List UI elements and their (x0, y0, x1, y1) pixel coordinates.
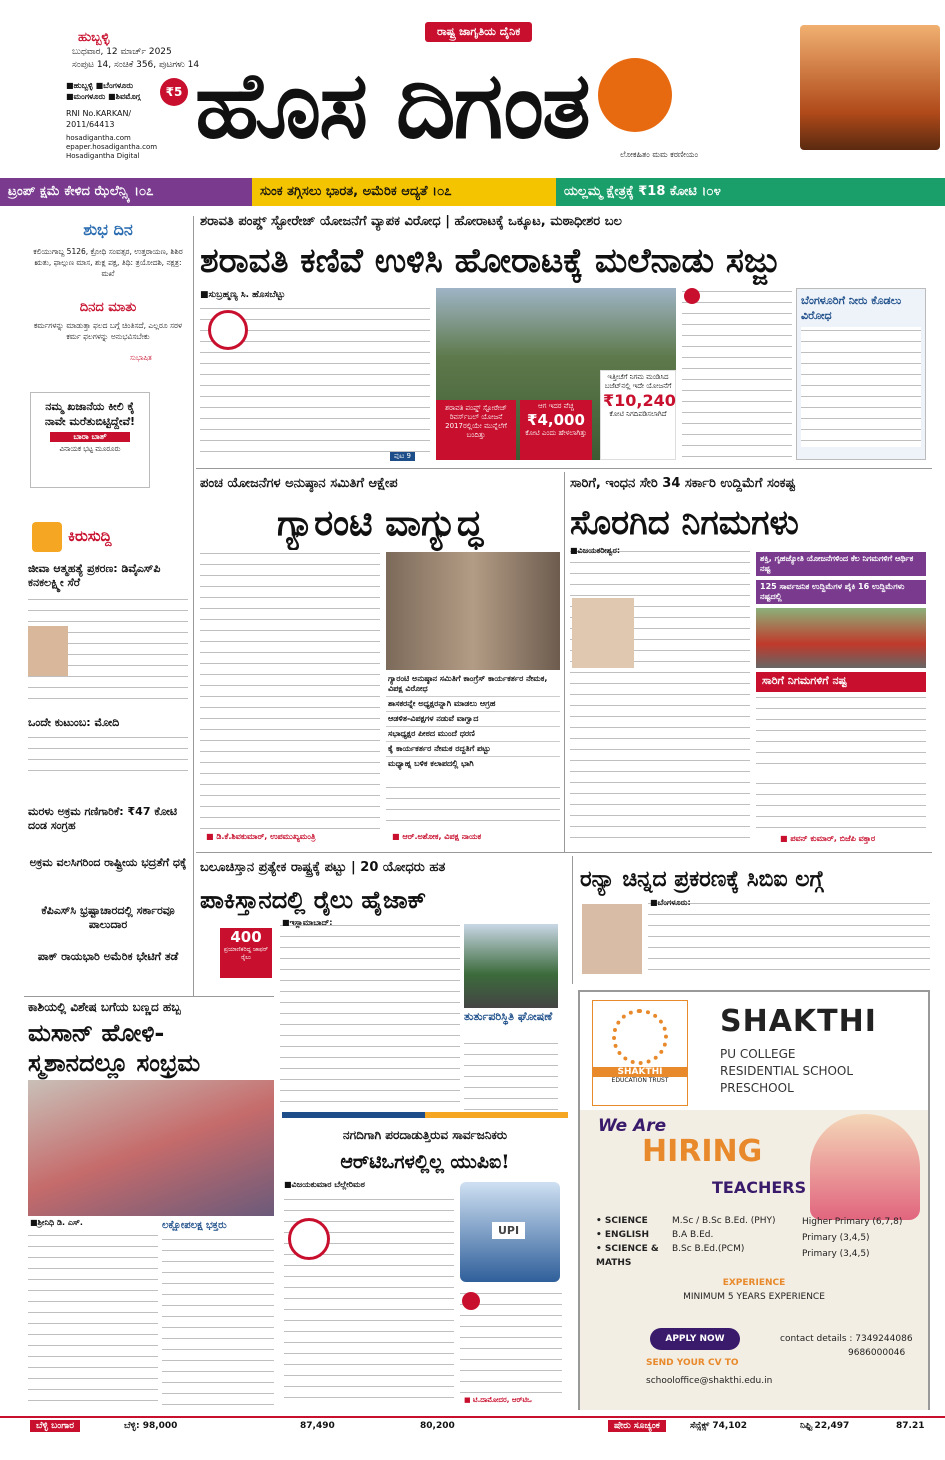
dina-vishesha-icon (208, 310, 248, 350)
sun-logo-icon (612, 1009, 668, 1065)
bullion-label: ಬೆಳ್ಳಿ ಬಂಗಾರ (30, 1420, 80, 1432)
stat-box: ಇತ್ತೀಚೆಗೆ ನಿಗಮ ಮಂಡಿಸಿದ ಬಜೆಟ್‌ನಲ್ಲಿ ಇದೇ ಯೋಜನೆಗೆ ₹10,240 ಕೋಟಿ ನಿಗದಿಪಡಿಸಲಾಗಿದೆ (600, 370, 676, 460)
point-item: ಗ್ಯಾರಂಟಿ ಅನುಷ್ಠಾನ ಸಮಿತಿಗೆ ಕಾಂಗ್ರೆಸ್ ಕಾರ್ಯಕರ್ತರ ನೇಮಕ, ವಿಪಕ್ಷ ವಿರೋಧ (386, 672, 560, 697)
shakthi-ad[interactable] (578, 990, 930, 1410)
editions-list: ■ಹುಬ್ಬಳ್ಳಿ ■ಬೆಂಗಳೂರು ■ಮಂಗಳೂರು ■ಶಿವಮೊಗ್ಗ (66, 81, 141, 101)
rule (564, 472, 565, 852)
upi-headline[interactable]: ಆರ್‌ಟಿಒಗಳಲ್ಲಿಲ್ಲ ಯುಪಿಐ! (340, 1151, 510, 1173)
lead-headline[interactable]: ಶರಾವತಿ ಕಣಿವೆ ಉಳಿಸಿ ಹೋರಾಟಕ್ಕೆ ಮಲೆನಾಡು ಸಜ್ಜು (200, 241, 780, 281)
train-photo (464, 924, 558, 1008)
holi-kicker: ಕಾಶಿಯಲ್ಲಿ ವಿಶೇಷ ಬಗೆಯ ಬಣ್ಣದ ಹಬ್ಬ (28, 1000, 181, 1014)
teaser-item[interactable]: ಸುಂಕ ತಗ್ಗಿಸಲು ಭಾರತ, ಅಮೆರಿಕ ಆದ್ಯತೆ ।೦೭ (252, 178, 556, 206)
stock-label: ಷೇರು ಸೂಚ್ಯಂಕ (608, 1420, 666, 1432)
guarantee-points (386, 672, 560, 771)
teachers-text: TEACHERS (712, 1178, 807, 1197)
edition-city: ಹುಬ್ಬಳ್ಳಿ (78, 30, 110, 45)
holi-side-body (162, 1236, 274, 1408)
quote-source: ಸುಭಾಷಿತ (130, 354, 152, 362)
date: ಬುಧವಾರ, 12 ಮಾರ್ಚ್ 2025 (72, 47, 172, 57)
upi-logo: UPI (492, 1222, 525, 1239)
brief-headline[interactable]: ಒಂದೇ ಕುಟುಂಬ: ಮೋದಿ (28, 716, 120, 729)
cartoon-text: ನಮ್ಮ ಖಜಾನೆಯ ಕೀಲಿ ಕೈ ನಾವೇ ಮರೆತುಬಿಟ್ಟಿದ್ದೇವೆ! (44, 400, 136, 428)
corps-headline[interactable]: ಸೊರಗಿದ ನಿಗಮಗಳು (570, 503, 799, 543)
email-text[interactable]: schooloffice@shakthi.edu.in (646, 1376, 773, 1386)
ranya-photo (582, 904, 642, 974)
apply-now-button[interactable]: APPLY NOW (650, 1328, 740, 1350)
subject-item: • ENGLISH (596, 1230, 650, 1240)
brand-title: SHAKTHI (720, 1004, 877, 1039)
experience-text: MINIMUM 5 YEARS EXPERIENCE (683, 1292, 825, 1302)
corps-fact: ಶಕ್ತಿ, ಗೃಹಜ್ಯೋತಿ ಯೋಜನೆಗಳಿಂದ ಕೆಲ ನಿಗಮಗಳಿಗೆ ಆರ್ಥಿಕ ನಷ್ಟ (756, 552, 926, 576)
guarantee-body (200, 550, 380, 765)
guarantee-headline[interactable]: ಗ್ಯಾರಂಟಿ ವಾಗ್ಯುದ್ಧ (276, 502, 484, 544)
brief-photo (28, 626, 68, 676)
quote-author: ■ ಆರ್.ಅಶೋಕ, ವಿಪಕ್ಷ ನಾಯಕ (392, 832, 482, 841)
sensex: ಸೆನ್ಸೆಕ್ಸ್ 74,102 (690, 1421, 748, 1431)
shakthi-logo (592, 1000, 688, 1106)
holi-byline: ■ಶ್ರೀನಿಧಿ ಡಿ. ಎಸ್. (30, 1218, 83, 1227)
subject-item: • SCIENCE (596, 1216, 648, 1226)
institution-list: PU COLLEGE RESIDENTIAL SCHOOL PRESCHOOL (720, 1047, 854, 1095)
brand-small: SHAKTHI (593, 1067, 687, 1077)
cartoon-label: ಬಾರಾ ಬಾತ್ (50, 432, 130, 442)
epaper-link[interactable]: epaper.hosadigantha.com (66, 143, 158, 151)
passenger-badge: 400 ಪ್ರಯಾಣಿಕರಿದ್ದ ಜಾಫರ್ ರೈಲು (220, 928, 272, 978)
quote-body (200, 770, 380, 830)
upi-kicker: ನಗದಿಗಾಗಿ ಪರದಾಡುತ್ತಿರುವ ಸಾರ್ವಜನಿಕರು (342, 1128, 508, 1142)
quote-author: ■ ಪವನ್ ಕುಮಾರ್, ಬಿಜೆಪಿ ವಕ್ತಾರ (780, 834, 876, 843)
lead-side-box (796, 288, 926, 460)
subjects (596, 1214, 660, 1270)
daily-quote: ಕರ್ಮಗಳನ್ನು ಮಾಡುತ್ತಾ ಫಲದ ಬಗ್ಗೆ ಚಿಂತಿಸದೆ, ಎಲ್ಲರೂ ಸರಳ ಕರ್ಮ ಫಲಗಳನ್ನು ಅನುಭವಿಸಬೇಕು (33, 321, 183, 341)
digital-link[interactable]: Hosadigantha Digital (66, 152, 140, 160)
hiring-text: HIRING (642, 1134, 763, 1169)
point-item: ಸಭಾಧ್ಯಕ್ಷರ ಪೀಠದ ಮುಂದೆ ಧರಣಿ (386, 727, 560, 742)
brief-headline[interactable]: ಪಾಕ್ ರಾಯಭಾರಿ ಅಮೆರಿಕ ಭೇಟಿಗೆ ತಡೆ (37, 950, 179, 963)
phone-photo (460, 1182, 560, 1282)
point-item: ಶಾಸಕರನ್ನೇ ಅಧ್ಯಕ್ಷರನ್ನಾಗಿ ಮಾಡಲು ಆಗ್ರಹ (386, 697, 560, 712)
levels: Higher Primary (6,7,8) Primary (3,4,5) Primary (3,4,5) (802, 1217, 903, 1259)
brief-headline[interactable]: ಜೀವಾ ಆತ್ಮಹತ್ಯೆ ಪ್ರಕರಣ: ಡಿವೈಎಸ್‌ಪಿ ಕನಕಲಕ್ಷ್ಮೀ ಸೆರೆ (28, 562, 161, 589)
usd-rate: 87.21 (896, 1421, 925, 1431)
pak-byline: ■ಇಸ್ಲಾಮಾಬಾದ್: (282, 918, 333, 927)
send-cv-text: SEND YOUR CV TO (646, 1358, 739, 1368)
shubha-dina-title: ಶುಭ ದಿನ (83, 220, 133, 239)
market-strip (0, 1416, 945, 1438)
price-badge: ₹5 (160, 78, 188, 106)
leaders-photo (386, 552, 560, 670)
point-item: ಆಡಳಿತ-ವಿಪಕ್ಷಗಳ ನಡುವೆ ವಾಗ್ವಾದ (386, 712, 560, 727)
dina-vishesha-icon (288, 1218, 330, 1260)
teaser-item[interactable]: ಯಲ್ಲಮ್ಮ ಕ್ಷೇತ್ರಕ್ಕೆ ₹18 ಕೋಟಿ ।೦೪ (556, 178, 945, 206)
minister-photo (572, 598, 634, 668)
holi-body (28, 1232, 158, 1408)
qualifications: M.Sc / B.Sc B.Ed. (PHY) B.A B.Ed. B.Sc B.Ed.(PCM) (672, 1216, 776, 1254)
trust-name: EDUCATION TRUST (611, 1077, 669, 1084)
lead-side-title: ಬೆಂಗಳೂರಿಗೆ ನೀರು ಕೊಡಲು ವಿರೋಧ (801, 294, 902, 322)
continued-link[interactable]: ಪುಟ 9 (390, 452, 415, 461)
cartoon-box (30, 392, 150, 488)
rule (196, 468, 932, 469)
ranya-headline[interactable]: ರನ್ಯಾ ಚಿನ್ನದ ಪ್ರಕರಣಕ್ಕೆ ಸಿಬಿಐ ಲಗ್ಗೆ (580, 866, 824, 892)
quote-author: ■ ಡಿ.ಕೆ.ಶಿವಕುಮಾರ್, ಉಪಮುಖ್ಯಮಂತ್ರಿ (206, 832, 316, 841)
contact-text: contact details : 7349244086 (780, 1334, 913, 1344)
web-links (66, 134, 157, 161)
dateline (72, 46, 199, 72)
point-item: ಮಧ್ಯಾಹ್ನ ಬಳಿಕ ಕಲಾಪದಲ್ಲಿ ಭಾಗಿ (388, 759, 474, 768)
lead-kicker: ಶರಾವತಿ ಪಂಪ್ಡ್ ಸ್ಟೋರೇಜ್ ಯೋಜನೆಗೆ ವ್ಯಾಪಕ ವಿರೋಧ | ಹೋರಾಟಕ್ಕೆ ಒಕ್ಕೂಟ, ಮಠಾಧೀಶರ ಬಲ (200, 214, 622, 229)
quote-author: ■ ಟಿ.ದಾಮೋದರ, ಆರ್‌ಟಿಒ (464, 1396, 532, 1404)
loss-title: ಸಾರಿಗೆ ನಿಗಮಗಳಿಗೆ ನಷ್ಟ (756, 672, 926, 692)
nifty: ನಿಫ್ಟಿ 22,497 (800, 1421, 850, 1431)
upi-rule (282, 1112, 568, 1118)
subject-item: • SCIENCE & MATHS (596, 1244, 659, 1268)
brief-body (28, 734, 188, 780)
cartoon-author: ವಿನಾಯಕ ಭಟ್ಟ ಮೂರೂರು (59, 445, 121, 453)
ranya-byline: ■ಬೆಂಗಳೂರು: (650, 898, 691, 907)
quote-body (386, 784, 560, 830)
quote-icon (684, 288, 700, 304)
masthead-title: ಹೊಸ ದಿಗಂತ (195, 51, 589, 159)
quote-icon (462, 1292, 480, 1310)
emergency-body (464, 1040, 558, 1110)
teacher-illustration (810, 1114, 920, 1220)
brief-headline[interactable]: ಮರಳು ಅಕ್ರಮ ಗಣಿಗಾರಿಕೆ: ₹47 ಕೋಟಿ ದಂಡ ಸಂಗ್ರಹ (28, 805, 178, 832)
web-link[interactable]: hosadigantha.com (66, 134, 131, 142)
gold-rate-22: 80,200 (420, 1421, 455, 1431)
masthead-tag: ರಾಷ್ಟ್ರ ಜಾಗೃತಿಯ ದೈನಿಕ (425, 22, 532, 42)
stat-box: ಶರಾವತಿ ಪಂಪ್ಡ್ ಸ್ಟೋರೇಜ್ ರಿವರ್ಸ್‌ಬಲ್ ಯೋಜನೆ 2017ರಲ್ಲಿಯೇ ಮುನ್ನೆಲೆಗೆ ಬಂದಿತ್ತು (436, 400, 516, 460)
pak-headline[interactable]: ಪಾಕಿಸ್ತಾನದಲ್ಲಿ ರೈಲು ಹೈಜಾಕ್ (200, 885, 427, 914)
hand-icon (32, 522, 62, 552)
panchanga: ಕಲಿಯುಗಾಬ್ದ 5126, ಕ್ರೋಧಿ ಸಂವತ್ಸರ, ಉತ್ತರಾಯಣ, ಶಿಶಿರ ಋತು, ಫಾಲ್ಗುಣ ಮಾಸ, ಶುಕ್ಲ ಪಕ್ಷ, ತಿಥಿ: ತ್ರಯೋದಶಿ, ನಕ್ಷತ್ರ: ಮಖೆ (33, 247, 183, 278)
upi-byline: ■ವಿಜಯಕುಮಾರ ಬೆಲ್ಲೇರಿಮಠ (284, 1180, 365, 1189)
brief-headline[interactable]: ಕೆಪಿಎಸ್‌ಸಿ ಭ್ರಷ್ಟಾಚಾರದಲ್ಲಿ ಸರ್ಕಾರವೂ ಪಾಲುದಾರ (41, 904, 175, 931)
corps-byline: ■ವಿಜಯಕರೀಶ್ವರ: (570, 546, 621, 555)
rule (572, 856, 573, 984)
masthead-tagline: ಲೋಕಹಿತಂ ಮಮ ಕರಣೀಯಂ (620, 150, 699, 159)
corps-body (570, 548, 750, 838)
rule (196, 852, 932, 853)
corps-fact: 125 ಸಾರ್ವಜನಿಕ ಉದ್ದಿಮೆಗಳ ಪೈಕಿ 16 ಉದ್ದಿಮೆಗಳು ನಷ್ಟದಲ್ಲಿ (756, 580, 926, 604)
holi-photo (28, 1080, 274, 1216)
point-item: ಕೈ ಕಾರ್ಯಕರ್ತರ ನೇಮಕ ರದ್ದತಿಗೆ ಪಟ್ಟು (386, 742, 560, 757)
teaser-strip (0, 178, 945, 206)
temple-photo (800, 25, 940, 150)
issue-number: ಸಂಪುಟ 14, ಸಂಚಿಕೆ 356, ಪುಟಗಳು 14 (72, 60, 200, 70)
holi-headline[interactable]: ಮಸಾನ್ ಹೋಳಿ- ಸ್ಮಶಾನದಲ್ಲೂ ಸಂಭ್ರಮ (28, 1018, 201, 1077)
pak-body (280, 922, 460, 1112)
corps-kicker: ಸಾರಿಗೆ, ಇಂಧನ ಸೇರಿ 34 ಸರ್ಕಾರಿ ಉದ್ದಿಮೆಗೆ ಸಂಕಷ್ಟ (570, 476, 796, 491)
buses-photo (756, 608, 926, 668)
dina-maatu-title: ದಿನದ ಮಾತು (79, 300, 137, 315)
masthead-sun-icon (598, 58, 672, 132)
corps-quote (756, 780, 926, 832)
kiru-suddi-title: ಕಿರುಸುದ್ದಿ (68, 527, 112, 545)
lead-sidebar-quote (682, 288, 792, 458)
kiru-suddi-header (32, 522, 182, 552)
gold-rate-24: 87,490 (300, 1421, 335, 1431)
rni-number: RNI No.KARKAN/ 2011/64413 (66, 109, 132, 129)
guarantee-kicker: ಪಂಚ ಯೋಜನೆಗಳ ಅನುಷ್ಠಾನ ಸಮಿತಿಗೆ ಆಕ್ಷೇಪ (200, 476, 398, 491)
rule (24, 996, 274, 997)
loss-body (756, 694, 926, 774)
silver-rate: ಬೆಳ್ಳಿ: 98,000 (124, 1421, 178, 1431)
emergency-title: ತುರ್ತುಪರಿಸ್ಥಿತಿ ಘೋಷಣೆ (464, 1010, 553, 1023)
lead-byline: ■ಸುಬ್ರಹ್ಮಣ್ಯ ಸಿ. ಹೊಸಬೆಟ್ಟು (200, 290, 286, 300)
contact-text-2: 9686000046 (848, 1348, 906, 1358)
experience-title: EXPERIENCE (722, 1278, 786, 1288)
ranya-body (648, 900, 930, 976)
lead-side-body (801, 327, 921, 447)
brief-headline[interactable]: ಅಕ್ರಮ ವಲಸಿಗರಿಂದ ರಾಷ್ಟ್ರೀಯ ಭದ್ರತೆಗೆ ಧಕ್ಕೆ (29, 856, 187, 869)
stat-box: ಆಗ ಇದರ ವೆಚ್ಚ ₹4,000 ಕೋಟಿ ಎಂದು ಹೇಳಲಾಗಿತ್ತು (520, 400, 592, 460)
we-are-text: We Are (598, 1116, 667, 1136)
holi-side-title: ಲಕ್ಷೋಪಲಕ್ಷ ಭಕ್ತರು (162, 1220, 227, 1231)
pak-kicker: ಬಲೂಚಿಸ್ತಾನ ಪ್ರತ್ಯೇಕ ರಾಷ್ಟ್ರಕ್ಕೆ ಪಟ್ಟು | 20 ಯೋಧರು ಹತ (200, 860, 446, 875)
teaser-item[interactable]: ಟ್ರಂಪ್ ಕ್ಷಮೆ ಕೇಳಿದ ಝೆಲೆನ್ಸ್ಕಿ ।೦೭ (0, 178, 252, 206)
